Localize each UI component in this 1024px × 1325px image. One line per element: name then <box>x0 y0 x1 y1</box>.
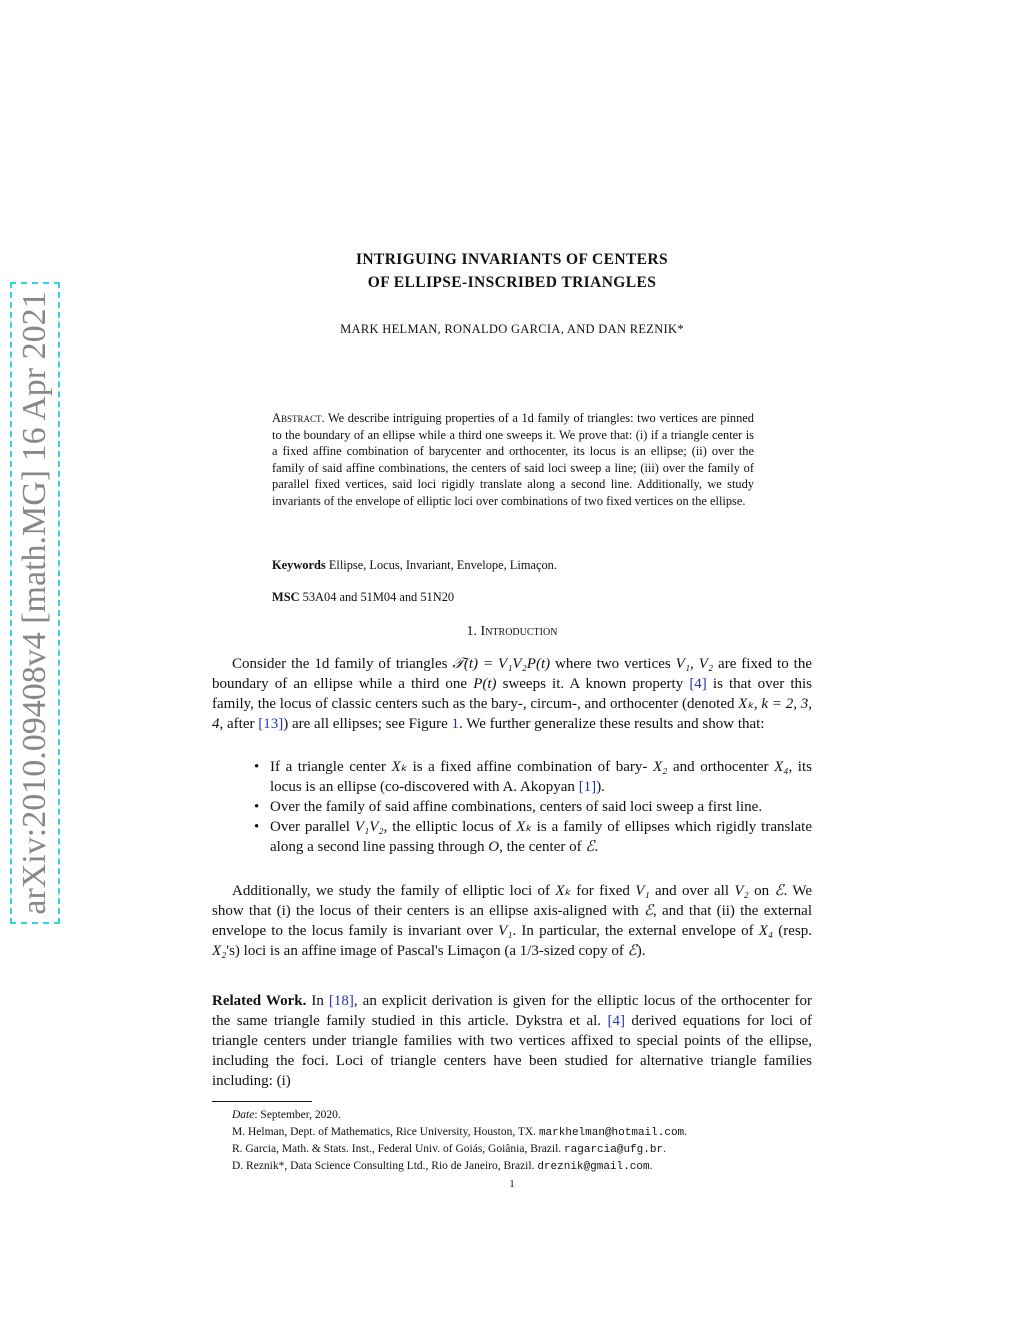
abstract <box>272 410 754 510</box>
list-item: • Over parallel V₁V₂, the elliptic locus of Xₖ is a family of ellipses which rigidly translate along a second line passing through O, the center of ℰ. <box>254 817 812 857</box>
citation-link[interactable]: [1] <box>578 779 597 795</box>
additional-paragraph: Additionally, we study the family of elliptic loci of Xₖ for fixed V₁ and over all V₂ on ℰ. We show that (i) the locus of their centers is an ellipse axis-aligned with ℰ, and that (ii) the external envelope to the locus family is invariant over V₁. In particular, the external envelope of X₄ (resp. X₂'s) loci is an affine image of Pascal's Limaçon (a 1/3-sized copy of ℰ). <box>212 883 813 959</box>
page-number: 1 <box>509 1178 515 1190</box>
email-link[interactable]: markhelman@hotmail.com <box>538 1127 685 1139</box>
footnote-garcia: R. Garcia, Math. & Stats. Inst., Federal Univ. of Goiás, Goiânia, Brazil. ragarcia@ufg.br. <box>232 1143 666 1156</box>
paper-title <box>212 248 812 294</box>
citation-link[interactable]: [13] <box>258 716 284 732</box>
intro-paragraph: Consider the 1d family of triangles 𝒯(t) = V₁V₂P(t) where two vertices V₁, V₂ are fixed to the boundary of an ellipse while a third one P(t) sweeps it. A known property [4] is that over this family, the locus of classic centers such as the bary-, circum-, and orthocenter (denoted Xₖ, k = 2, 3, 4, after [13]) are all ellipses; see Figure 1. We further generalize these results and show that: <box>212 656 813 732</box>
arxiv-stamp[interactable] <box>10 282 60 924</box>
related-work-label: Related Work. <box>212 993 307 1009</box>
list-item: • If a triangle center Xₖ is a fixed affine combination of bary- X₂ and orthocenter X₄, its locus is an ellipse (co-discovered with A. Akopyan [1]). <box>254 757 812 797</box>
keywords-label: Keywords <box>272 558 326 572</box>
result-list <box>254 757 812 857</box>
email-link[interactable]: dreznik@gmail.com <box>537 1161 650 1173</box>
email-link[interactable]: ragarcia@ufg.br <box>564 1144 664 1156</box>
abstract-text: We describe intriguing properties of a 1d family of triangles: two vertices are pinned to the boundary of an ellipse while a third one sweeps it. We prove that: (i) if a triangle center is a fixed affine combination of barycenter and orthocenter, its locus is an ellipse; (ii) over the family of said affine combinations, the centers of said loci sweep a line; (iii) over the family of parallel fixed vertices, said loci rigidly translate along a second line. Additionally, we study invariants of the envelope of elliptic loci over combinations of two fixed vertices on the ellipse. <box>272 411 754 508</box>
authors: MARK HELMAN, RONALDO GARCIA, AND DAN REZNIK* <box>340 322 684 336</box>
figure-link[interactable]: 1 <box>451 716 460 732</box>
citation-link[interactable]: [18] <box>328 993 354 1009</box>
arxiv-stamp-text: arXiv:2010.09408v4 [math.MG] 16 Apr 2021 <box>16 291 53 915</box>
title-line-2: OF ELLIPSE-INSCRIBED TRIANGLES <box>367 274 657 291</box>
abstract-label: Abstract. <box>272 411 325 425</box>
citation-link[interactable]: [4] <box>689 676 707 692</box>
keywords <box>272 558 754 573</box>
msc <box>272 590 754 605</box>
msc-label: MSC <box>272 590 300 604</box>
footnote-date: Date: September, 2020. <box>232 1109 341 1121</box>
related-work-paragraph: Related Work. In [18], an explicit derivation is given for the elliptic locus of the orthocenter for the same triangle family studied in this article. Dykstra et al. [4] derived equations for loci of triangle centers under triangle families with two vertices affixed to special points of the ellipse, including the foci. Loci of triangle centers have been studied for alternative triangle families including: (i) <box>212 993 812 1089</box>
title-line-1: INTRIGUING INVARIANTS OF CENTERS <box>355 251 669 268</box>
citation-link[interactable]: [4] <box>607 1013 625 1029</box>
section-heading-text: 1. Introduction <box>466 624 558 639</box>
section-heading-introduction <box>212 624 812 640</box>
list-item: • Over the family of said affine combinations, centers of said loci sweep a first line. <box>254 797 812 817</box>
footnote-divider <box>212 1101 312 1102</box>
msc-text: 53A04 and 51M04 and 51N20 <box>302 590 455 604</box>
footnote-reznik: D. Reznik*, Data Science Consulting Ltd., Rio de Janeiro, Brazil. dreznik@gmail.com. <box>232 1160 653 1173</box>
footnote-helman: M. Helman, Dept. of Mathematics, Rice University, Houston, TX. markhelman@hotmail.com. <box>232 1126 688 1139</box>
keywords-text: Ellipse, Locus, Invariant, Envelope, Limaçon. <box>328 558 557 572</box>
